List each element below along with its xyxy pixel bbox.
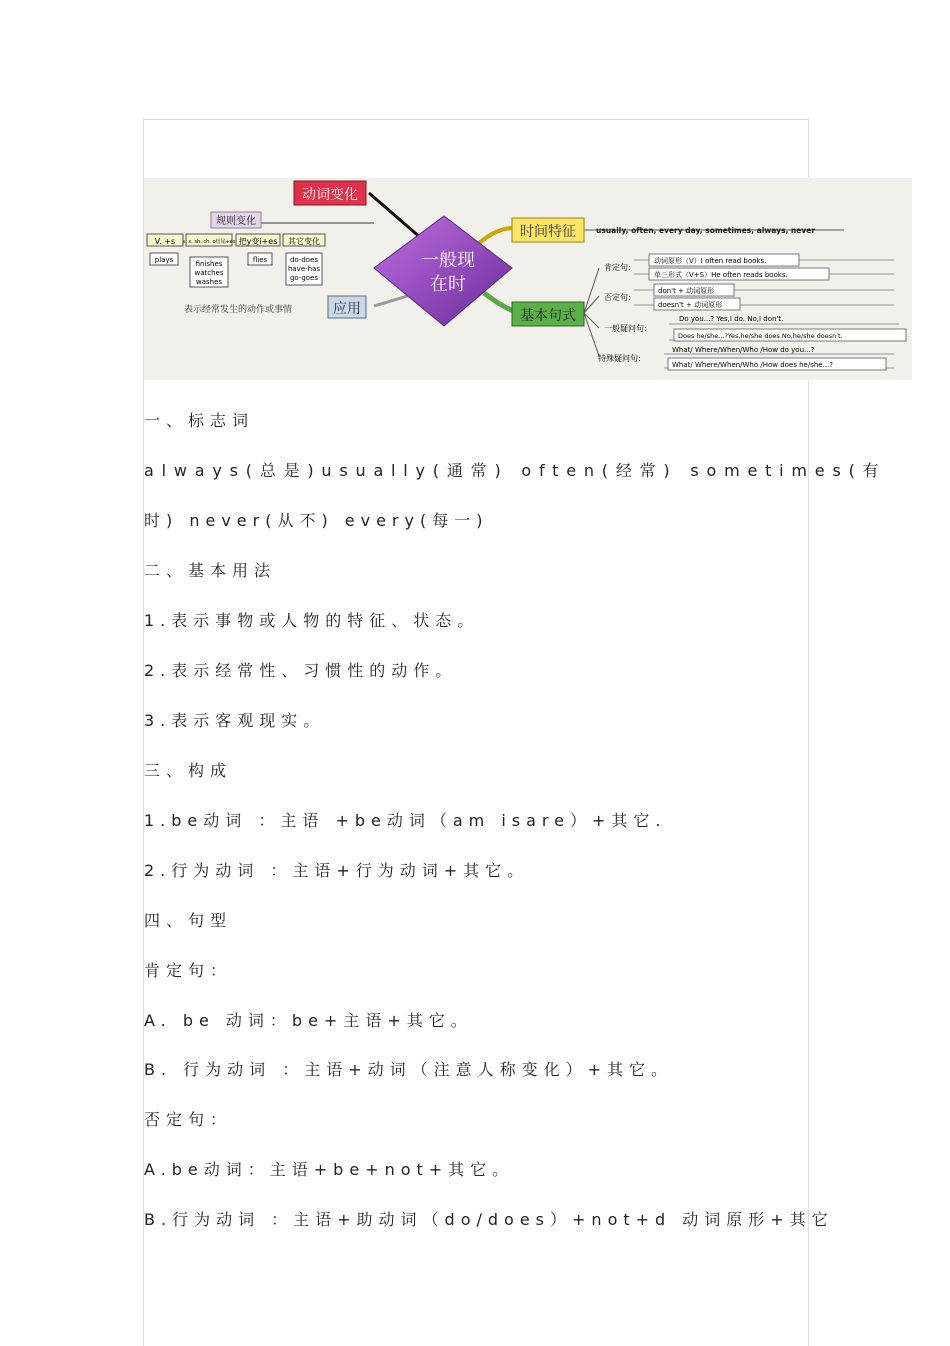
center-title-2: 在时 [430, 274, 466, 295]
affirmative-heading: 肯定句： [144, 961, 233, 980]
usage-item-2: 2.表示经常性、习惯性的动作。 [144, 661, 458, 680]
regular-change-label: 规则变化 [216, 216, 256, 227]
negative-b: B.行为动词 ：主语+助动词（do/does）+not+d 动词原形+其它 [144, 1210, 834, 1229]
affirmative-a: A. be 动词：be+主语+其它。 [144, 1011, 473, 1030]
s-1: What/ Where/When/Who /How do you...? [672, 346, 815, 354]
aff-2: 单三形式（V+S）He often reads books. [654, 271, 788, 279]
example-1: plays [154, 256, 174, 264]
heading-signal-words: 一、标志词 [144, 411, 255, 430]
negative-a: A.be动词：主语+be+not+其它。 [144, 1160, 515, 1179]
verb-change-label: 动词变化 [302, 187, 358, 203]
structure-item-2: 2.行为动词 ：主语+行为动词+其它。 [144, 861, 530, 880]
negative-heading: 否定句： [144, 1110, 233, 1129]
q-2: Does he/she...?Yes,he/she does.No,he/she doesn't. [678, 332, 843, 340]
example-2b: watches [194, 269, 224, 277]
affirmative-label: 肯定句: [604, 263, 631, 272]
structure-item-1: 1.be动词 ：主语 +be动词（am isare）+其它. [144, 811, 667, 830]
affirmative-b: B. 行为动词 ：主语+动词（注意人称变化）+其它。 [144, 1060, 674, 1079]
center-title-1: 一般现 [421, 250, 475, 271]
example-3: flies [252, 256, 268, 264]
rule-2: s. x. sh. ch. o结尾+es [182, 239, 236, 245]
example-4b: have-has [287, 265, 321, 273]
special-label: 特殊疑问句: [598, 354, 641, 363]
q-1: Do you...? Yes,I do. No,I don't. [679, 315, 784, 323]
question-label: 一般疑问句: [604, 324, 647, 333]
aff-1: 动词原形（V）I often read books. [654, 257, 767, 265]
neg-1: don't + 动词原形 [658, 287, 715, 295]
signal-words-line-1: always(总是)usually(通常) often(经常) sometimes(有 [144, 461, 887, 480]
rule-1: V. +s [154, 237, 176, 246]
time-label: 时间特征 [520, 224, 576, 240]
heading-basic-usage: 二、基本用法 [144, 561, 277, 580]
example-4c: go-goes [289, 274, 319, 282]
rule-3: 把y变i+es [238, 237, 278, 246]
heading-sentence-patterns: 四、句型 [144, 911, 233, 930]
usage-label: 应用 [333, 301, 361, 317]
usage-item-1: 1.表示事物或人物的特征、状态。 [144, 611, 480, 630]
signal-words-line-2: 时) never(从不) every(每一) [144, 511, 489, 530]
heading-structure: 三、构成 [144, 761, 233, 780]
usage-item-3: 3.表示客观现实。 [144, 711, 326, 730]
s-2: What/ Where/When/Who /How does he/she...? [672, 361, 833, 369]
mind-map-image [144, 178, 912, 380]
example-2a: finishes [195, 260, 223, 268]
time-words: usually, often, every day, sometimes, always, never [596, 226, 816, 235]
rule-4: 其它变化 [288, 237, 320, 246]
neg-2: doesn't + 动词原形 [658, 301, 723, 309]
usage-text: 表示经常发生的动作或事情 [184, 305, 293, 315]
negative-label: 否定句: [604, 293, 631, 302]
example-2c: washes [195, 278, 223, 286]
pattern-label: 基本句式 [520, 308, 576, 324]
example-4a: do-does [289, 256, 319, 264]
